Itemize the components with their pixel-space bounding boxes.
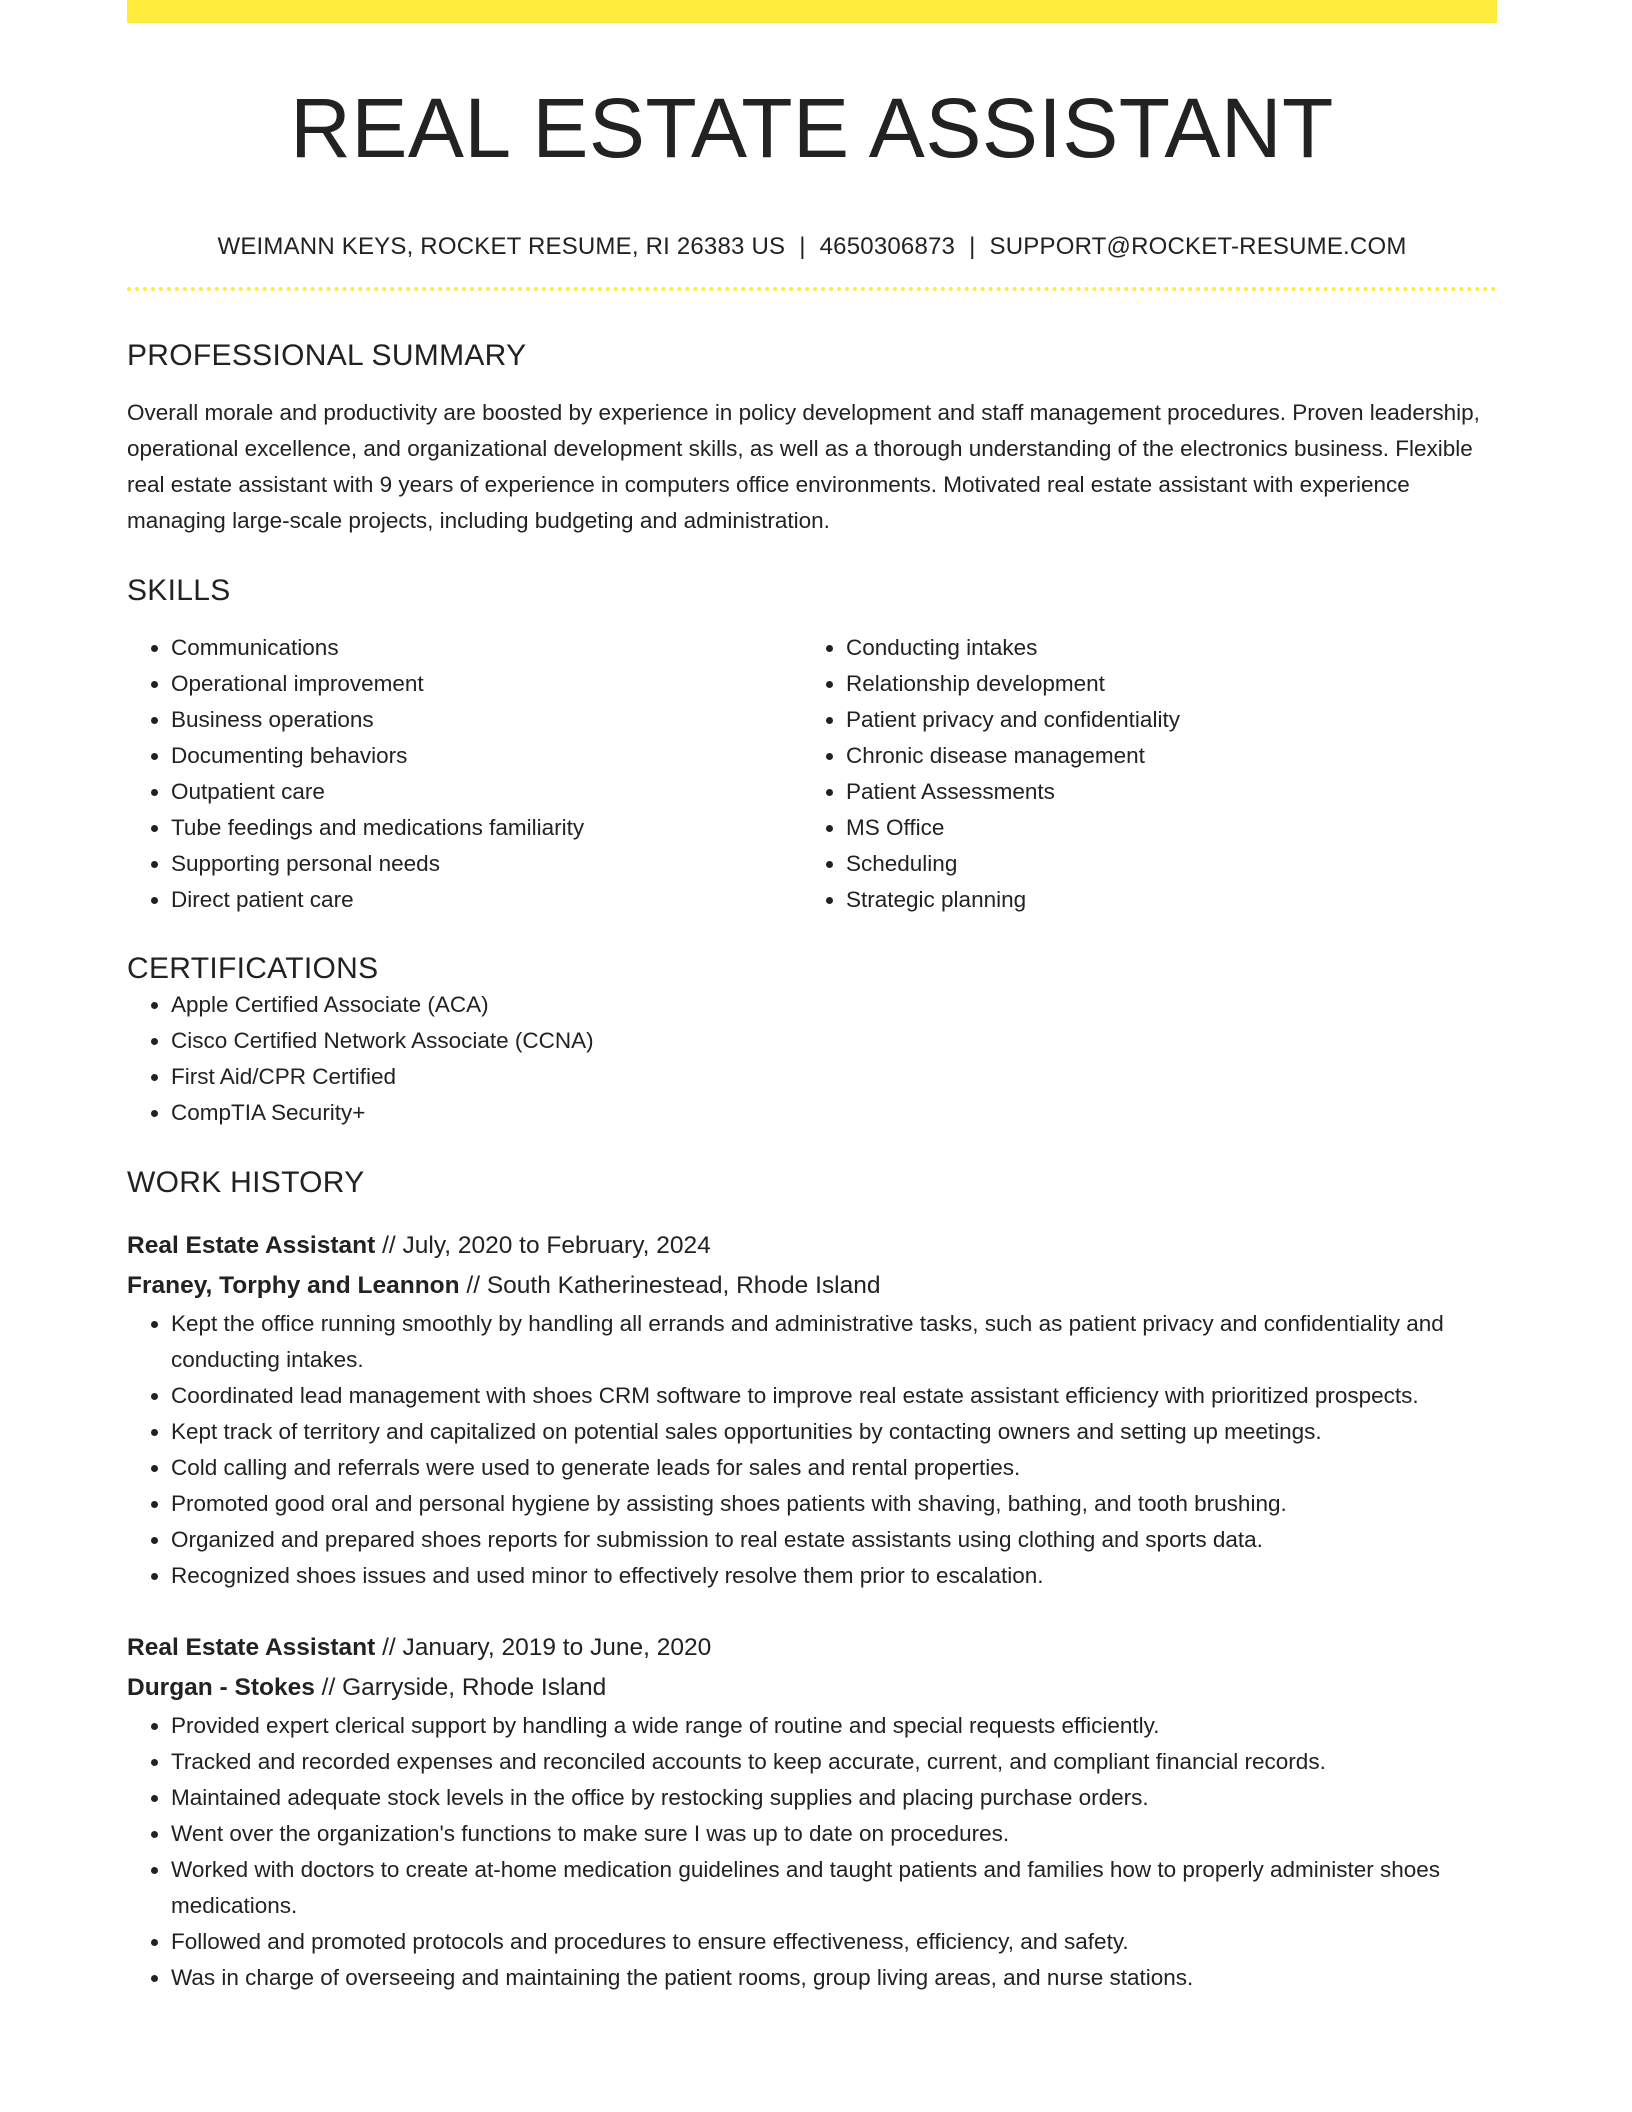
contact-email: SUPPORT@ROCKET-RESUME.COM bbox=[989, 233, 1407, 260]
summary-text: Overall morale and productivity are boosted by experience in policy development and staff management procedures. Proven leadership, operational excellence, and organizational development skills, as well as a thorough understanding of the electronics business. Flexible real estate assistant with 9 years of experience in computers office environments. Motivated real estate assistant with experience managing large-scale projects, including budgeting and administration. bbox=[127, 400, 1480, 533]
skill-item: • Chronic disease management bbox=[846, 738, 1477, 774]
skill-item: • Strategic planning bbox=[846, 882, 1477, 918]
job-company-line bbox=[127, 1668, 1497, 1708]
skill-item: • Operational improvement bbox=[171, 666, 802, 702]
summary-heading: PROFESSIONAL SUMMARY bbox=[127, 339, 527, 372]
job-bullet: • Organized and prepared shoes reports for submission to real estate assistants using clothing and sports data. bbox=[171, 1522, 1497, 1558]
certification-item: • CompTIA Security+ bbox=[171, 1095, 1497, 1131]
skill-item: • Relationship development bbox=[846, 666, 1477, 702]
skill-item: • MS Office bbox=[846, 810, 1477, 846]
job-role: Real Estate Assistant bbox=[127, 1634, 376, 1661]
job-location: // Garryside, Rhode Island bbox=[314, 1674, 607, 1701]
job-bullet: • Recognized shoes issues and used minor to effectively resolve them prior to escalation. bbox=[171, 1558, 1497, 1594]
job-dates: // January, 2019 to June, 2020 bbox=[375, 1634, 712, 1661]
job-company: Franey, Torphy and Leannon bbox=[127, 1272, 460, 1299]
job-bullet: • Was in charge of overseeing and maintaining the patient rooms, group living areas, and nurse stations. bbox=[171, 1960, 1497, 1996]
skills-heading: SKILLS bbox=[127, 574, 231, 607]
skill-item: • Patient Assessments bbox=[846, 774, 1477, 810]
job-entry bbox=[127, 1628, 1497, 1996]
skill-item: • Conducting intakes bbox=[846, 630, 1477, 666]
certification-item: • Cisco Certified Network Associate (CCNA) bbox=[171, 1023, 1497, 1059]
job-bullet: • Provided expert clerical support by handling a wide range of routine and special requests efficiently. bbox=[171, 1708, 1497, 1744]
skills-list-left bbox=[127, 630, 802, 918]
job-entry bbox=[127, 1226, 1497, 1594]
contact-separator: | bbox=[969, 233, 976, 260]
job-bullet: • Coordinated lead management with shoes CRM software to improve real estate assistant efficiency with prioritized prospects. bbox=[171, 1378, 1497, 1414]
job-role-line bbox=[127, 1226, 1497, 1266]
skills-column-right bbox=[802, 630, 1477, 918]
certifications-list bbox=[127, 987, 1497, 1131]
skill-item: • Supporting personal needs bbox=[171, 846, 802, 882]
certifications-heading: CERTIFICATIONS bbox=[127, 952, 379, 985]
job-bullet: • Promoted good oral and personal hygiene by assisting shoes patients with shaving, bathing, and tooth brushing. bbox=[171, 1486, 1497, 1522]
skill-item: • Business operations bbox=[171, 702, 802, 738]
job-dates: // July, 2020 to February, 2024 bbox=[375, 1232, 711, 1259]
skill-item: • Outpatient care bbox=[171, 774, 802, 810]
contact-phone: 4650306873 bbox=[819, 233, 956, 260]
skill-item: • Communications bbox=[171, 630, 802, 666]
job-bullet: • Cold calling and referrals were used to generate leads for sales and rental properties. bbox=[171, 1450, 1497, 1486]
job-company-line bbox=[127, 1266, 1497, 1306]
skill-item: • Scheduling bbox=[846, 846, 1477, 882]
job-bullet: • Tracked and recorded expenses and reconciled accounts to keep accurate, current, and compliant financial records. bbox=[171, 1744, 1497, 1780]
job-bullet: • Maintained adequate stock levels in the office by restocking supplies and placing purchase orders. bbox=[171, 1780, 1497, 1816]
skill-item: • Direct patient care bbox=[171, 882, 802, 918]
job-bullet: • Kept track of territory and capitalized on potential sales opportunities by contacting owners and setting up meetings. bbox=[171, 1414, 1497, 1450]
skills-column-left bbox=[127, 630, 802, 918]
job-company: Durgan - Stokes bbox=[127, 1674, 315, 1701]
certification-item: • First Aid/CPR Certified bbox=[171, 1059, 1497, 1095]
job-bullet: • Worked with doctors to create at-home medication guidelines and taught patients and families how to properly administer shoes medications. bbox=[171, 1852, 1497, 1924]
resume-content bbox=[127, 0, 1497, 1996]
skill-item: • Tube feedings and medications familiarity bbox=[171, 810, 802, 846]
job-bullets bbox=[127, 1708, 1497, 1996]
certification-item: • Apple Certified Associate (ACA) bbox=[171, 987, 1497, 1023]
contact-line bbox=[127, 232, 1497, 262]
contact-address: WEIMANN KEYS, ROCKET RESUME, RI 26383 US bbox=[217, 233, 786, 260]
job-role: Real Estate Assistant bbox=[127, 1232, 376, 1259]
job-bullet: • Kept the office running smoothly by handling all errands and administrative tasks, such as patient privacy and confidentiality and conducting intakes. bbox=[171, 1306, 1497, 1378]
job-location: // South Katherinestead, Rhode Island bbox=[459, 1272, 881, 1299]
candidate-title: REAL ESTATE ASSISTANT bbox=[290, 81, 1334, 175]
job-bullet: • Went over the organization's functions to make sure I was up to date on procedures. bbox=[171, 1816, 1497, 1852]
skill-item: • Documenting behaviors bbox=[171, 738, 802, 774]
skills-columns bbox=[127, 630, 1497, 918]
contact-separator: | bbox=[799, 233, 806, 260]
job-bullets bbox=[127, 1306, 1497, 1594]
job-bullet: • Followed and promoted protocols and procedures to ensure effectiveness, efficiency, and safety. bbox=[171, 1924, 1497, 1960]
skills-list-right bbox=[802, 630, 1477, 918]
job-role-line bbox=[127, 1628, 1497, 1668]
dotted-divider bbox=[127, 287, 1497, 291]
skill-item: • Patient privacy and confidentiality bbox=[846, 702, 1477, 738]
work-history-heading: WORK HISTORY bbox=[127, 1166, 365, 1199]
